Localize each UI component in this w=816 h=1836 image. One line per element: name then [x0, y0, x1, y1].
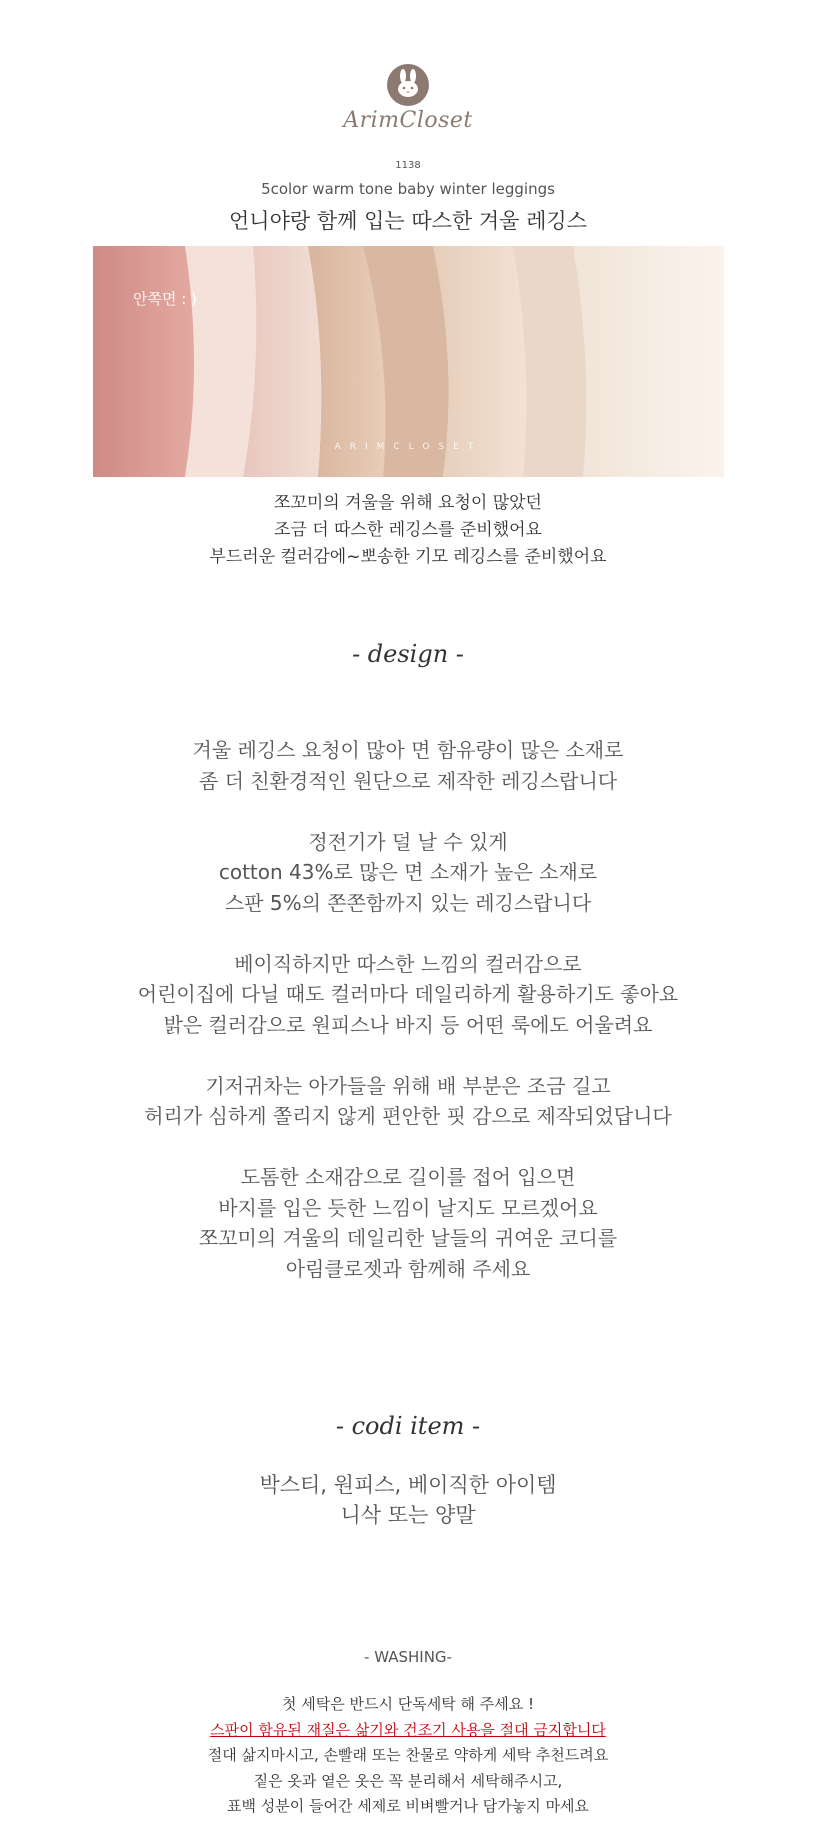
text-line: 정전기가 덜 날 수 있게: [308, 829, 508, 854]
text-line: 아림클로젯과 함께해 주세요: [285, 1256, 531, 1281]
text-line: 겨울 레깅스 요청이 많아 면 함유량이 많은 소재로: [192, 738, 624, 762]
intro-text: [0, 490, 816, 571]
text-line: 어린이집에 다닐 때도 컬러마다 데일리하게 활용하기도 좋아요: [137, 982, 679, 1006]
text-line: cotton 43%로 많은 면 소재가 높은 소재로: [218, 860, 598, 884]
design-paragraph: [0, 1071, 816, 1132]
design-paragraph: [0, 735, 816, 796]
text-line: 도톰한 소재감으로 길이를 접어 입으면: [240, 1165, 576, 1189]
design-paragraph: [0, 1162, 816, 1284]
text-line: 허리가 심하게 쫄리지 않게 편안한 핏 감으로 제작되었답니다: [144, 1104, 672, 1128]
brand-logo: [0, 64, 816, 133]
fabric-photo: [93, 246, 724, 477]
text-line: 베이직하지만 따스한 느낌의 컬러감으로: [234, 951, 582, 976]
text-line: 바지를 입은 듯한 느낌이 날지도 모르겠어요: [218, 1195, 598, 1220]
text-line: 첫 세탁은 반드시 단독세탁 해 주세요 !: [282, 1695, 534, 1713]
text-line: 기저귀차는 아가들을 위해 배 부분은 조금 길고: [205, 1073, 611, 1098]
intro-line: 조금 더 따스한 레깅스를 준비했어요: [274, 520, 542, 540]
text-line: 표백 성분이 들어간 세제로 비벼빨거나 담가놓지 마세요: [227, 1797, 589, 1815]
text-line: 박스티, 원피스, 베이직한 아이템: [259, 1473, 557, 1497]
product-subtitle: 5color warm tone baby winter leggings: [261, 180, 555, 198]
design-heading: - design -: [352, 640, 464, 668]
text-line: 절대 삶지마시고, 손빨래 또는 찬물로 약하게 세탁 추천드려요: [207, 1746, 609, 1764]
washing-instructions: [0, 1692, 816, 1820]
text-line: 스판 5%의 쫀쫀함까지 있는 레깅스랍니다: [224, 890, 592, 915]
intro-line: 부드러운 컬러감에~뽀송한 기모 레깅스를 준비했어요: [209, 547, 607, 567]
washing-heading: - WASHING-: [364, 1648, 452, 1666]
photo-watermark: ARIMCLOSET: [334, 442, 483, 452]
washing-warning: 스판이 함유된 재질은 삶기와 건조기 사용을 절대 금지합니다: [210, 1720, 606, 1739]
codi-heading: - codi item -: [335, 1412, 481, 1440]
codi-body: [0, 1470, 816, 1530]
product-code: 1138: [395, 160, 421, 171]
product-title: 언니야랑 함께 입는 따스한 겨울 레깅스: [229, 209, 587, 233]
text-line: 밝은 컬러감으로 원피스나 바지 등 어떤 룩에도 어울려요: [163, 1012, 653, 1037]
design-paragraph: [0, 949, 816, 1041]
design-paragraph: [0, 827, 816, 919]
text-line: 니삭 또는 양말: [340, 1503, 476, 1527]
text-line: 좀 더 친환경적인 원단으로 제작한 레깅스랍니다: [198, 768, 618, 793]
text-line: 쪼꼬미의 겨울의 데일리한 날들의 귀여운 코디를: [198, 1226, 618, 1250]
inner-side-label: 안쪽면 : ): [133, 290, 197, 308]
text-line: 짙은 옷과 옅은 옷은 꼭 분리해서 세탁해주시고,: [253, 1771, 563, 1790]
brand-name: ArimCloset: [343, 108, 473, 133]
bunny-icon: [387, 64, 429, 106]
design-body: [0, 735, 816, 1315]
intro-line: 쪼꼬미의 겨울을 위해 요청이 많았던: [274, 493, 542, 513]
